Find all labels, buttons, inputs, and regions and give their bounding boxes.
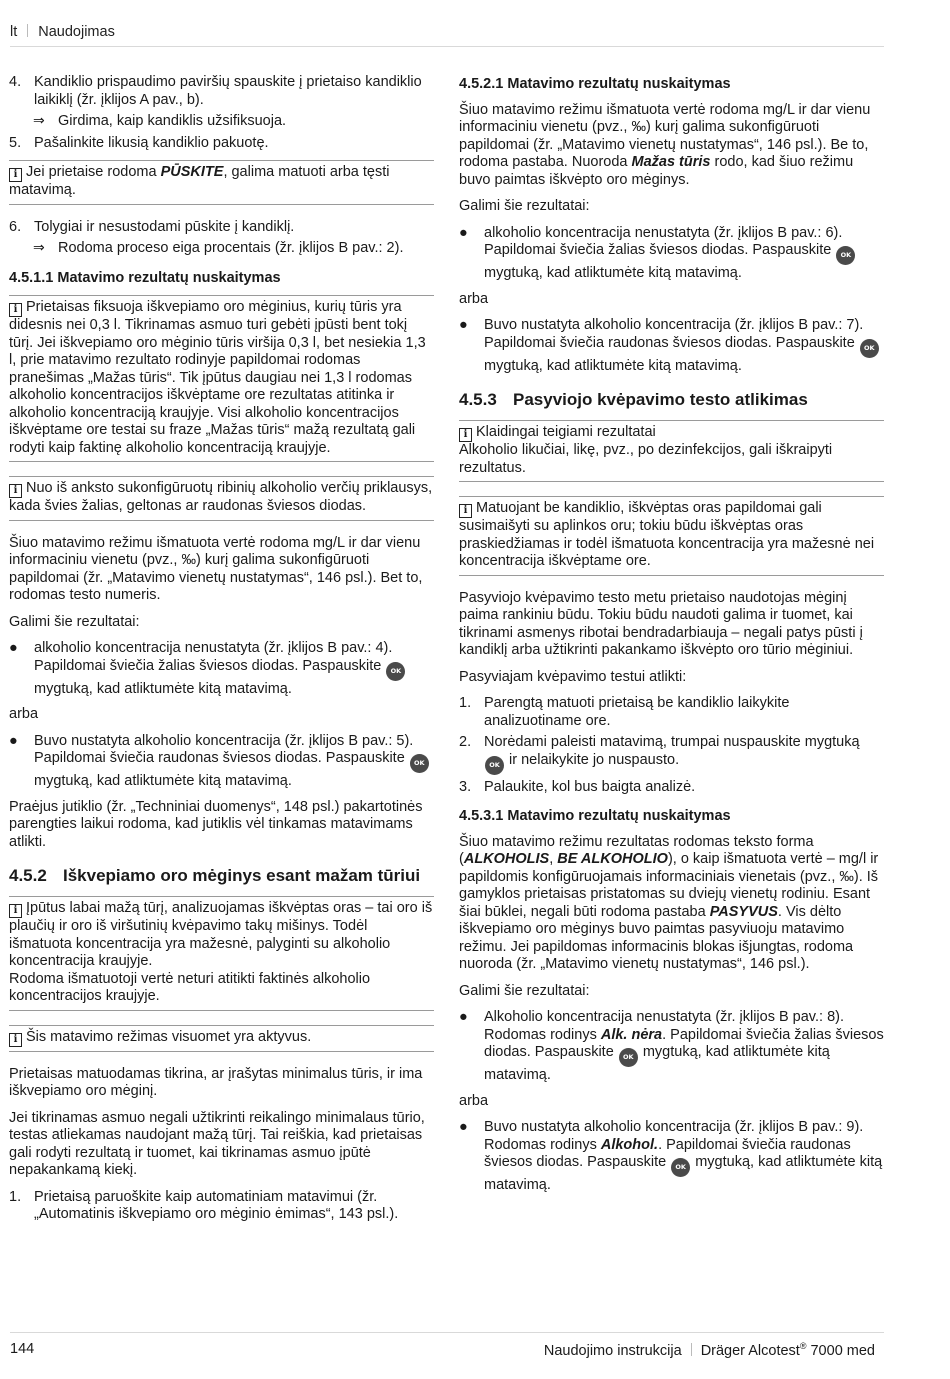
list-text (34, 640, 434, 698)
bullet-icon: ● (459, 1119, 468, 1135)
display-term: Mažas tūris (631, 154, 711, 170)
list-text-part: . Papildomai šviečia raudonas šviesos diodas. Paspauskite (484, 1136, 851, 1170)
info-icon: i (9, 484, 22, 498)
list-text (484, 1119, 884, 1195)
list-text (484, 1009, 884, 1085)
note-text: Nuo iš anksto sukonfigūruotų ribinių alkoholio verčių priklausys, kada švies žalias, geltonas ar raudonas šviesos diodas. (9, 480, 433, 514)
ok-button-icon: OK (619, 1048, 638, 1067)
list-text-part: Buvo nustatyta alkoholio koncentracija (žr. įklijos B pav.: 5). Papildomai šviečia raudonas šviesos diodas. Paspauskite (34, 732, 414, 766)
step-6 (9, 219, 434, 237)
info-note (9, 160, 434, 205)
step-2 (459, 734, 884, 775)
step-number: 4. (9, 74, 22, 90)
list-text-part: mygtuką, kad atliktumėte kitą matavimą. (484, 1044, 830, 1083)
product-model: 7000 med (806, 1342, 875, 1359)
left-column (9, 74, 434, 1228)
step-number: 3. (459, 778, 472, 795)
heading-text: Pasyviojo kvėpavimo testo atlikimas (513, 390, 808, 409)
step-number: 5. (9, 134, 22, 151)
bullet-icon: ● (459, 1009, 468, 1025)
result-text: Girdima, kaip kandiklis užsifiksuoja. (58, 113, 287, 129)
heading-number: 4.5.2 (9, 866, 47, 885)
right-column (459, 74, 884, 1203)
header-section: Naudojimas (38, 24, 115, 40)
note-text: Šis matavimo režimas visuomet yra aktyvus. (26, 1028, 312, 1045)
heading-number: 4.5.3 (459, 390, 497, 409)
step-number: 6. (9, 218, 22, 235)
section-heading-452 (9, 865, 434, 886)
list-text-part: alkoholio koncentracija nenustatyta (žr. įklijos B pav.: 4). Papildomai šviečia žalias šviesos diodas. Paspauskite (34, 640, 393, 674)
list-text-part: mygtuką, kad atliktumėte kitą matavimą. (484, 1154, 883, 1193)
paragraph: Jei tikrinamas asmuo negali užtikrinti reikalingo minimalaus tūrio, testas atliekamas naudojant mažą tūrį. Tai reiškia, kad prietaisas gali rodyti rezultatą ir tuomet, kai tikrinamas asmuo įpūtė nepakankamą kiekį. (9, 1109, 425, 1178)
step-text-part: Norėdami paleisti matavimą, trumpai nuspauskite mygtuką (484, 734, 860, 750)
list-text-part: Buvo nustatyta alkoholio koncentracija (žr. įklijos B pav.: 7). Papildomai šviečia raudonas šviesos diodas. Paspauskite (484, 317, 864, 351)
doc-title: Naudojimo instrukcija (543, 1342, 682, 1359)
note-text: Rodoma išmatuotoji vertė neturi atitikti faktinės alkoholio koncentracijos kraujyje. (9, 970, 371, 1004)
header-divider (27, 24, 28, 37)
display-term: Alk. nėra (600, 1026, 663, 1043)
paragraph: Prietaisas matuodamas tikrina, ar įrašytas minimalus tūris, ir ima iškvepiamo oro mėginį. (9, 1065, 423, 1099)
step-4 (9, 74, 434, 109)
page-header (10, 24, 884, 47)
display-term: BE ALKOHOLIO (557, 851, 668, 867)
note-text: Įpūtus labai mažą tūrį, analizuojamas iškvėptas oras – tai oro iš plaučių ir oro iš viršutinių kvėpavimo takų mišinys. Todėl išmatuota koncentracija yra mažesnė, palyginti su alkoholio koncentracija kraujyje. (9, 900, 433, 969)
info-icon: i (9, 168, 22, 182)
info-note (9, 295, 434, 462)
step-text: Palaukite, kol bus baigta analizė. (484, 778, 696, 795)
step-text: Tolygiai ir nesustodami pūskite į kandiklį. (34, 218, 295, 235)
result-arrow (33, 113, 434, 131)
info-note (9, 476, 434, 521)
paragraph-part: Šiuo matavimo režimu rezultatas rodomas teksto forma ( (459, 833, 814, 867)
ok-button-icon: OK (671, 1158, 690, 1177)
list-text (484, 225, 884, 283)
section-heading-4521: 4.5.2.1 Matavimo rezultatų nuskaitymas (459, 76, 731, 92)
page-number: 144 (10, 1341, 35, 1357)
paragraph: Galimi šie rezultatai: (9, 613, 140, 630)
paragraph: Galimi šie rezultatai: (459, 198, 590, 214)
display-term: PŪSKITE (160, 164, 224, 180)
step-number: 2. (459, 734, 472, 750)
list-text (34, 733, 434, 791)
list-text-part: alkoholio koncentracija nenustatyta (žr. įklijos B pav.: 6). Papildomai šviečia žalias šviesos diodas. Paspauskite (484, 224, 843, 258)
list-text-part: . Papildomai šviečia žalias šviesos diodas. Paspauskite (484, 1026, 884, 1060)
step-number: 1. (459, 695, 472, 711)
paragraph: Galimi šie rezultatai: (459, 982, 590, 999)
list-item (459, 1119, 884, 1195)
ok-button-icon: OK (485, 756, 504, 775)
step-1 (9, 1189, 434, 1224)
list-text-part: mygtuką, kad atliktumėte kitą matavimą. (484, 357, 742, 374)
section-heading-453 (459, 389, 884, 410)
step-text: Kandiklio prispaudimo paviršių spauskite į prietaiso kandiklio laikiklį (žr. įklijos A pav., b). (34, 74, 422, 108)
step-1 (459, 695, 884, 730)
info-icon: i (459, 504, 472, 518)
step-text (484, 734, 884, 775)
bullet-icon: ● (459, 224, 468, 241)
ok-button-icon: OK (836, 246, 855, 265)
note-text: , galima matuoti arba tęsti matavimą. (9, 164, 390, 198)
list-text-part: Buvo nustatyta alkoholio koncentracija (žr. įklijos B pav.: 9). Rodomas rodinys (484, 1119, 864, 1153)
list-text-part: mygtuką, kad atliktumėte kitą matavimą. (484, 265, 742, 281)
info-note (459, 496, 884, 576)
ok-button-icon: OK (410, 754, 429, 773)
paragraph: Pasyviajam kvėpavimo testui atlikti: (459, 668, 687, 685)
product-name: Dräger Alcotest (700, 1342, 800, 1359)
bullet-icon: ● (9, 732, 18, 749)
heading-text: Iškvepiamo oro mėginys esant mažam tūriui (63, 866, 421, 885)
footer-divider (691, 1343, 692, 1356)
display-term: ALKOHOLIS (463, 851, 550, 867)
step-5 (9, 135, 434, 153)
list-item (459, 225, 884, 283)
list-item (459, 1009, 884, 1085)
bullet-icon: ● (459, 317, 468, 333)
list-item (9, 640, 434, 698)
ok-button-icon: OK (860, 339, 879, 358)
info-note (9, 896, 434, 1011)
paragraph (459, 102, 884, 190)
list-text-part: mygtuką, kad atliktumėte kitą matavimą. (34, 680, 292, 697)
display-term: Alkohol. (600, 1136, 659, 1153)
note-title: Klaidingai teigiami rezultatai (476, 424, 656, 440)
footer-doc-info (544, 1341, 875, 1359)
page-footer (10, 1332, 884, 1359)
info-icon: i (459, 428, 472, 442)
paragraph (459, 834, 884, 974)
paragraph-part: , (549, 851, 558, 867)
step-number: 1. (9, 1188, 22, 1205)
result-text: Rodoma proceso eiga procentais (žr. įklijos B pav.: 2). (58, 240, 404, 256)
info-icon: i (9, 904, 22, 918)
arrow-icon: ⇒ (33, 113, 45, 129)
note-text: Jei prietaise rodoma (26, 164, 161, 180)
header-lang: lt (10, 24, 18, 40)
arba-text: arba (9, 706, 39, 722)
step-text: Prietaisą paruoškite kaip automatiniam matavimui (žr. „Automatinis iškvepiamo oro mėginio ėmimas“, 143 psl.). (34, 1188, 399, 1222)
display-term: PASYVUS (709, 903, 778, 920)
paragraph-part: Šiuo matavimo režimu išmatuota vertė rodoma mg/L ir dar vienu informaciniu vienetu (pvz., ‰) kurį galima sukonfigūruoti papildomai (žr. „Matavimo vienetų nustatymas“, 146 psl.). Be to, rodoma pastaba. Nuoroda (459, 101, 871, 170)
ok-button-icon: OK (386, 662, 405, 681)
arba-text: arba (459, 1092, 489, 1109)
section-heading-4531: 4.5.3.1 Matavimo rezultatų nuskaitymas (459, 808, 731, 824)
result-arrow (33, 240, 434, 258)
bullet-icon: ● (9, 640, 18, 656)
step-text-part: ir nelaikykite jo nuspausto. (505, 751, 680, 768)
step-3 (459, 779, 884, 797)
arrow-icon: ⇒ (33, 240, 45, 256)
note-text: Alkoholio likučiai, likę, pvz., po dezinfekcijos, gali iškraipyti rezultatus. (459, 442, 833, 476)
list-text-part: Alkoholio koncentracija nenustatyta (žr. įklijos B pav.: 8). Rodomas rodinys (484, 1009, 844, 1043)
paragraph: Praėjus jutiklio (žr. „Techniniai duomenys“, 148 psl.) pakartotinės parengties laikui rodoma, kad jutiklis vėl tinkamas matavimams atlikti. (9, 798, 423, 850)
step-text: Parengtą matuoti prietaisą be kandiklio laikykite analizuotiname ore. (484, 695, 790, 729)
note-text: Matuojant be kandiklio, iškvėptas oras papildomai gali susimaišyti su aplinkos oru; tokiu būdu iškvėptas oras praskiedžiamas ir todėl išmatuota koncentracija yra mažesnė nei koncentracija iškvėptame ore. (459, 500, 875, 569)
list-text-part: mygtuką, kad atliktumėte kitą matavimą. (34, 773, 292, 789)
arba-text: arba (459, 290, 489, 307)
list-item (9, 733, 434, 791)
info-icon: i (9, 1033, 22, 1047)
paragraph: Šiuo matavimo režimu išmatuota vertė rodoma mg/L ir dar vienu informaciniu vienetu (pvz., ‰) kurį galima sukonfigūruoti papildomai (žr. „Matavimo vienetų nustatymas“, 146 psl.). Bet to, rodomas testo numeris. (9, 534, 423, 603)
paragraph-part: ), o kaip išmatuota vertė – mg/l ir papildomis konfigūruojamais informaciniais vienetais (pvz., ‰). Iš gamyklos prietaisas pristatomas su dviejų vienetų rodiniu. Esant šiai būklei, negali būti rodoma pastaba (459, 851, 879, 920)
info-icon: i (9, 303, 22, 317)
paragraph-part: . Vis dėlto iškvepiamo oro mėginys buvo paimtas pasyviuoju matavimo režimu. Jei papildomas informacinis blokas išjungtas, rodoma nuoroda (žr. „Matavimo vienetų nustatymas“, 146 psl.). (459, 903, 854, 972)
list-text (484, 317, 884, 375)
paragraph-part: rodo, kad šiuo režimu buvo paimtas iškvėpto oro mėginys. (459, 154, 854, 188)
note-text: Prietaisas fiksuoja iškvepiamo oro mėginius, kurių tūris yra didesnis nei 0,3 l. Tikrinamas asmuo turi gebėti įpūsti bent tokį tūrį. Jei iškvepiamo oro mėginio tūris viršija 0,3 l, bet nesiekia 1,3 l, prie matavimo rezultato rodinyje papildomai rodomas pranešimas „Mažas tūris“. Tik įpūtus daugiau nei 1,3 l rodomas alkoholio koncentracijos iškvėptame ore rezultatas atitinka ir alkoholio koncentraciją kraujyje. Visi alkoholio koncentracijos iškvėptame ore testai su fraze „Mažas tūris“ mažą rezultatą gali rodyti kaip faktinę alkoholio koncentraciją kraujyje. (9, 299, 426, 456)
paragraph: Pasyviojo kvėpavimo testo metu prietaiso naudotojas mėginį paima rankiniu būdu. Tokiu būdu naudoti galima ir tuomet, kai tikrinami asmenys ribotai bendradarbiauja – negali patys pūsti į kandiklį arba užtikrinti pakankamo iškvėpto oro tūrio mėginiui. (459, 589, 863, 658)
registered-mark: ® (799, 1341, 807, 1351)
list-item (459, 317, 884, 375)
info-note (9, 1025, 434, 1052)
section-heading-4511: 4.5.1.1 Matavimo rezultatų nuskaitymas (9, 269, 281, 286)
step-text: Pašalinkite likusią kandiklio pakuotę. (34, 134, 269, 151)
info-note (459, 420, 884, 482)
